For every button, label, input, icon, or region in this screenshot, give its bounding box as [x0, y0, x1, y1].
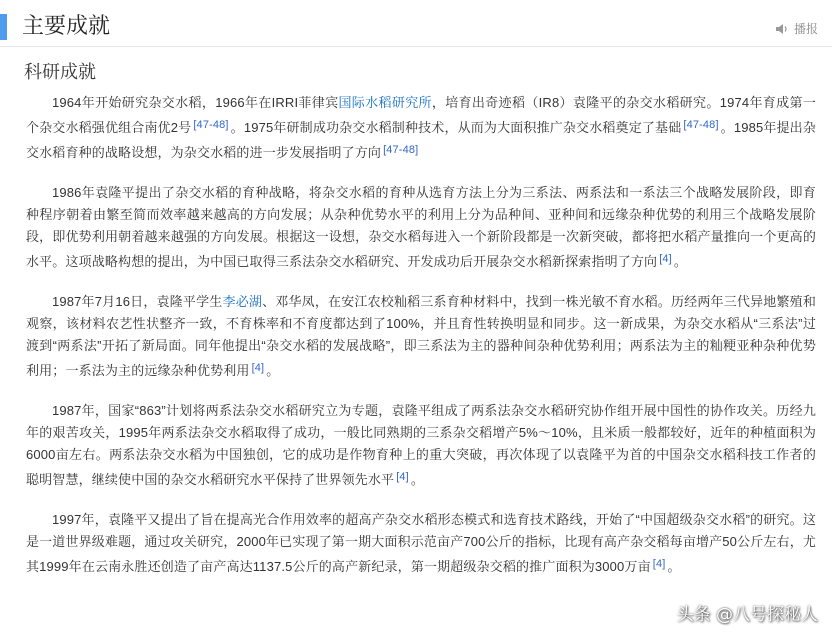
paragraph-text: 1987年7月16日，袁隆平学生	[52, 294, 223, 309]
section-title: 主要成就	[22, 13, 111, 38]
paragraph-text: 1997年，袁隆平又提出了旨在提高光合作用效率的超高产杂交水稻形态模式和选育技术路线，开始了“中国超级杂交水稻”的研究。这是一道世界级难题，通过攻关研究，2000年已实现了第一期大面积示范亩产700公斤的指标，比现有高产杂交稻每亩增产50公斤左右，尤其1999年在云南永胜还创造了亩产高达1137.5公斤的高产新纪录，第一期超级杂交稻的推广面积为3000万亩	[26, 512, 816, 574]
inline-link[interactable]: 国际水稻研究所	[338, 95, 432, 110]
citation-ref[interactable]: [4]	[396, 471, 409, 483]
paragraph-text: 1964年开始研究杂交水稻，1966年在IRRI菲律宾	[52, 95, 339, 110]
paragraph-text: 。1985年提出杂交水稻育种的战略设想，为杂交水稻的进一步发展指明了方向	[26, 120, 816, 160]
citation-ref[interactable]: [4]	[251, 362, 265, 374]
play-audio-button[interactable]	[775, 20, 818, 37]
paragraph	[26, 92, 816, 164]
paragraph	[26, 509, 816, 578]
paragraph-text: 。	[266, 363, 280, 378]
paragraph-text: 1986年袁隆平提出了杂交水稻的育种战略，将杂交水稻的育种从选育方法上分为三系法、两系法和一系法三个战略发展阶段，即育种程序朝着由繁至简而效率越来越高的方向发展；从杂种优势水平的利用上分为品种间、亚种间和远缘杂种优势的利用三个战略发展阶段，即优势利用朝着越来越强的方向发展。根据这一设想，杂交水稻每进入一个新阶段都是一次新突破，都将把水稻产量推向一个更高的水平。这项战略构想的提出，为中国已取得三系法杂交水稻研究、开发成功后开展杂交水稻新探索指明了方向	[26, 185, 816, 269]
paragraph	[26, 400, 816, 491]
paragraph-text: 。	[673, 254, 688, 269]
citation-ref[interactable]: [4]	[652, 558, 666, 570]
play-audio-label: 播报	[793, 22, 818, 36]
citation-ref[interactable]: [47-48]	[193, 119, 229, 131]
inline-link[interactable]: 李必湖	[222, 294, 263, 309]
paragraph	[26, 291, 816, 382]
speaker-icon	[775, 23, 789, 35]
watermark: 头条 @八号探秘人	[676, 605, 818, 625]
paragraph-text: ，培育出奇迹稻（IR8）袁隆平的杂交水稻研究。1974年育成第一个杂交水稻强优组合南优2号	[26, 95, 816, 135]
paragraph-text: 、邓华凤，在安江农校籼稻三系育种材料中，找到一株光敏不育水稻。历经两年三代异地繁殖和观察，该材料农艺性状整齐一致，不育株率和不育度都达到了100%，并且育性转换明显和同步。这一新成果，为杂交水稻从“三系法”过渡到“两系法”开拓了新局面。同年他提出“杂交水稻的发展战略”，即三系法为主的器种间杂种优势利用；两系法为主的籼粳亚种杂种优势利用；一系法为主的远缘杂种优势利用	[26, 294, 817, 378]
subsection-title: 科研成就	[24, 62, 96, 82]
paragraph-text: 1987年，国家“863”计划将两系法杂交水稻研究立为专题，袁隆平组成了两系法杂交水稻研究协作组开展中国性的协作攻关。历经九年的艰苦攻关，1995年两系法杂交水稻取得了成功，一般比同熟期的三系杂交稻增产5%～10%，且米质一般都较好，近年的种植面积为6000亩左右。两系法杂交水稻为中国独创，它的成功是作物育种上的重大突破，再次体现了以袁隆平为首的中国杂交水稻科技工作者的聪明智慧，继续使中国的杂交水稻研究水平保持了世界领先水平	[26, 403, 816, 487]
title-divider	[0, 46, 832, 47]
paragraph-text: 。	[410, 472, 425, 487]
paragraph	[26, 182, 816, 273]
article-content	[26, 92, 816, 596]
citation-ref[interactable]: [4]	[659, 253, 672, 265]
citation-ref[interactable]: [47-48]	[683, 119, 719, 131]
paragraph-text: 。	[667, 559, 681, 574]
paragraph-text: 。1975年研制成功杂交水稻制种技术，从而为大面积推广杂交水稻奠定了基础	[230, 120, 682, 135]
citation-ref[interactable]: [47-48]	[383, 144, 419, 156]
section-accent-bar	[0, 14, 7, 40]
